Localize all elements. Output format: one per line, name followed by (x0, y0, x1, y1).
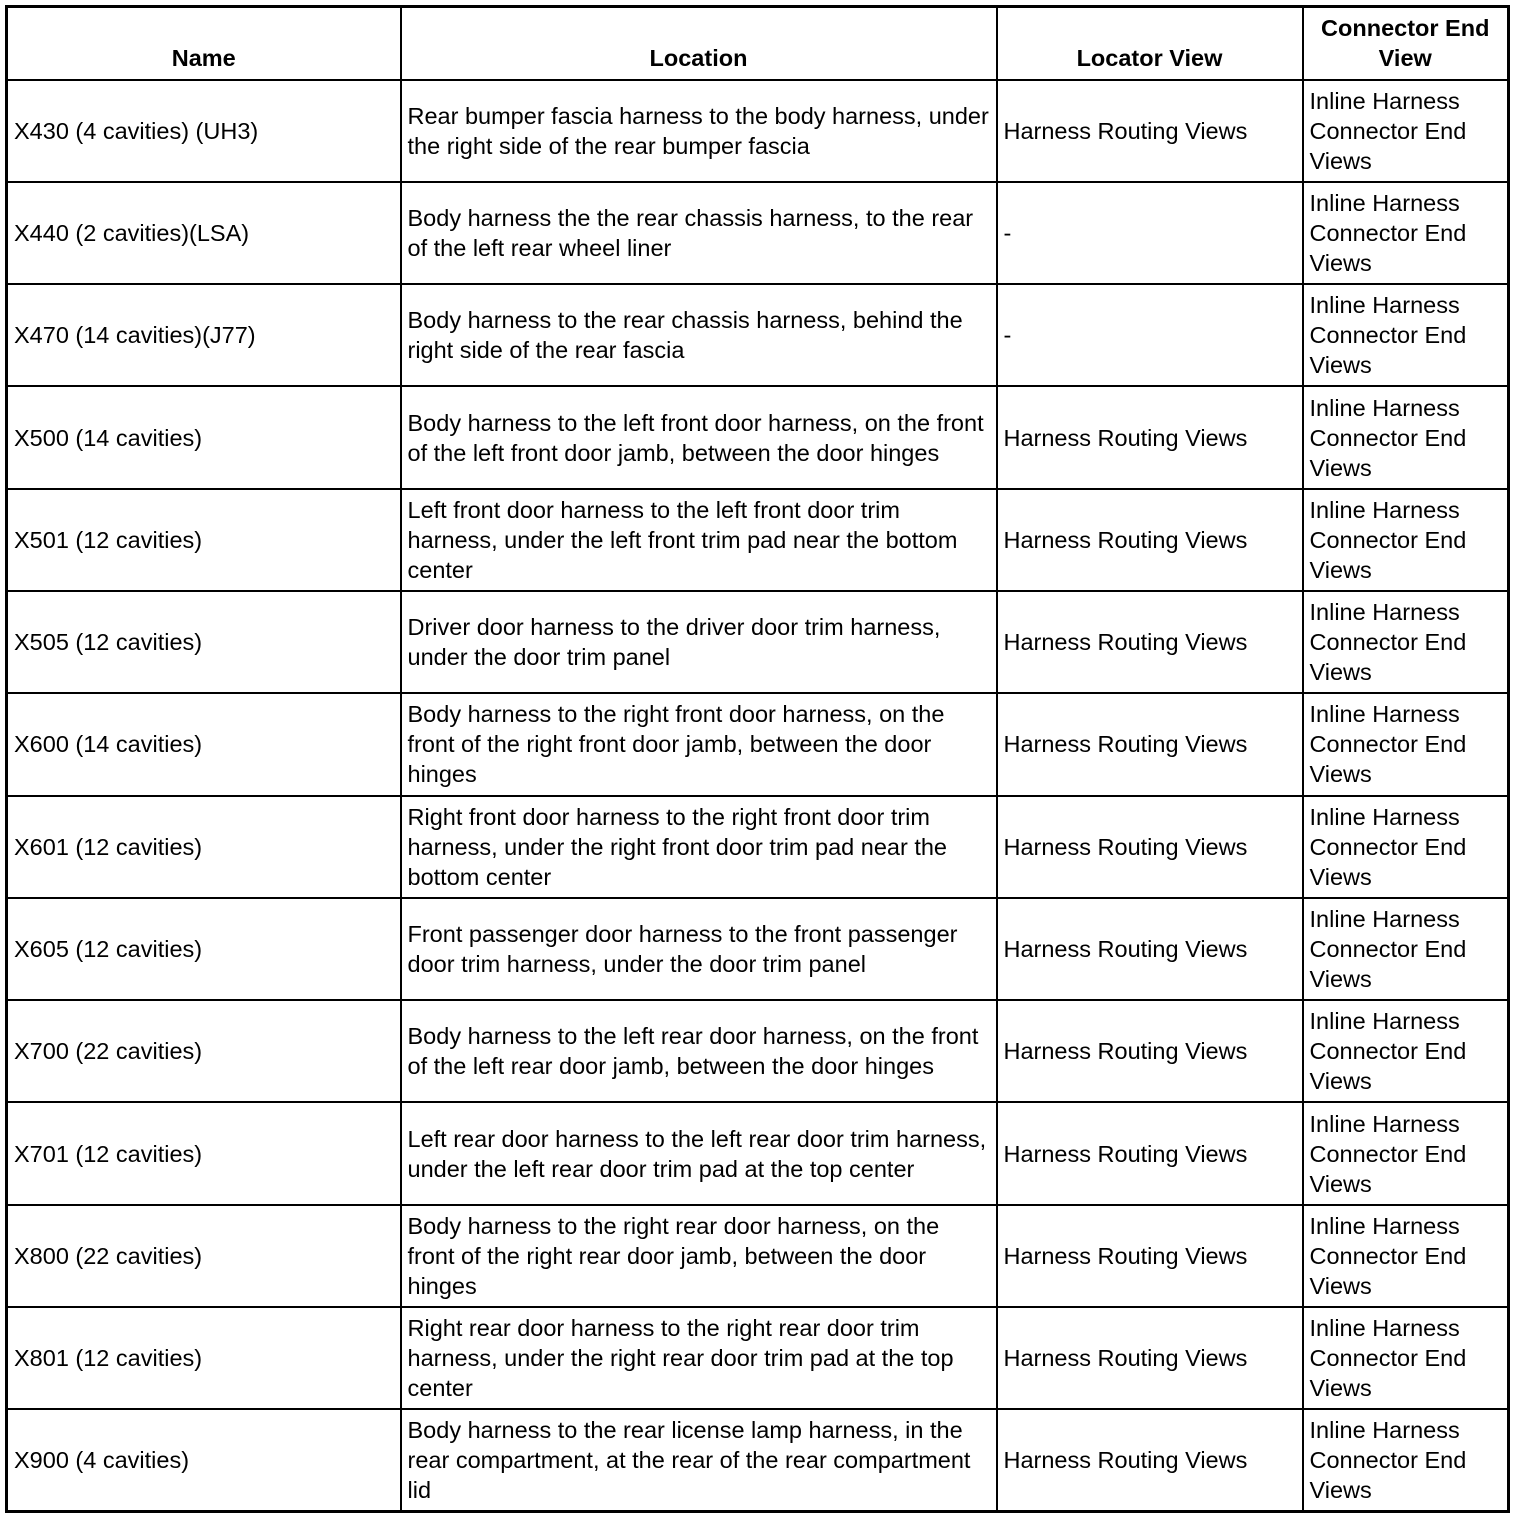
cell-connector-end-view[interactable]: Inline Harness Connector End Views (1303, 1307, 1509, 1409)
cell-location: Driver door harness to the driver door trim harness, under the door trim panel (401, 591, 997, 693)
cell-name: X800 (22 cavities) (7, 1205, 401, 1307)
connector-table (5, 5, 1510, 1513)
cell-locator-view[interactable]: Harness Routing Views (997, 1307, 1303, 1409)
cell-location: Body harness to the rear license lamp harness, in the rear compartment, at the rear of the rear compartment lid (401, 1409, 997, 1511)
cell-locator-view[interactable]: Harness Routing Views (997, 693, 1303, 795)
cell-connector-end-view[interactable]: Inline Harness Connector End Views (1303, 80, 1509, 182)
cell-name: X470 (14 cavities)(J77) (7, 284, 401, 386)
cell-location: Rear bumper fascia harness to the body harness, under the right side of the rear bumper fascia (401, 80, 997, 182)
cell-name: X605 (12 cavities) (7, 898, 401, 1000)
table-row (7, 591, 1509, 693)
cell-name: X501 (12 cavities) (7, 489, 401, 591)
cell-name: X600 (14 cavities) (7, 693, 401, 795)
cell-name: X701 (12 cavities) (7, 1102, 401, 1204)
cell-location: Right front door harness to the right front door trim harness, under the right front door trim pad near the bottom center (401, 796, 997, 898)
table-row (7, 182, 1509, 284)
cell-location: Front passenger door harness to the front passenger door trim harness, under the door trim panel (401, 898, 997, 1000)
cell-locator-view[interactable]: Harness Routing Views (997, 1409, 1303, 1511)
cell-locator-view[interactable]: Harness Routing Views (997, 489, 1303, 591)
cell-connector-end-view[interactable]: Inline Harness Connector End Views (1303, 898, 1509, 1000)
cell-connector-end-view[interactable]: Inline Harness Connector End Views (1303, 489, 1509, 591)
cell-name: X801 (12 cavities) (7, 1307, 401, 1409)
cell-connector-end-view[interactable]: Inline Harness Connector End Views (1303, 1409, 1509, 1511)
cell-connector-end-view[interactable]: Inline Harness Connector End Views (1303, 693, 1509, 795)
cell-locator-view[interactable]: Harness Routing Views (997, 898, 1303, 1000)
connector-table-sheet (5, 5, 1507, 1512)
table-row (7, 386, 1509, 488)
cell-connector-end-view[interactable]: Inline Harness Connector End Views (1303, 1205, 1509, 1307)
cell-location: Left rear door harness to the left rear door trim harness, under the left rear door trim pad at the top center (401, 1102, 997, 1204)
table-row (7, 284, 1509, 386)
cell-location: Body harness to the left rear door harness, on the front of the left rear door jamb, between the door hinges (401, 1000, 997, 1102)
header-name: Name (7, 7, 401, 80)
cell-locator-view: - (997, 284, 1303, 386)
cell-locator-view: - (997, 182, 1303, 284)
cell-name: X500 (14 cavities) (7, 386, 401, 488)
table-row (7, 489, 1509, 591)
cell-name: X430 (4 cavities) (UH3) (7, 80, 401, 182)
cell-connector-end-view[interactable]: Inline Harness Connector End Views (1303, 284, 1509, 386)
cell-locator-view[interactable]: Harness Routing Views (997, 1205, 1303, 1307)
header-connector-end-view: Connector End View (1303, 7, 1509, 80)
cell-connector-end-view[interactable]: Inline Harness Connector End Views (1303, 182, 1509, 284)
cell-locator-view[interactable]: Harness Routing Views (997, 386, 1303, 488)
cell-connector-end-view[interactable]: Inline Harness Connector End Views (1303, 796, 1509, 898)
cell-locator-view[interactable]: Harness Routing Views (997, 1102, 1303, 1204)
cell-locator-view[interactable]: Harness Routing Views (997, 796, 1303, 898)
table-row (7, 898, 1509, 1000)
cell-connector-end-view[interactable]: Inline Harness Connector End Views (1303, 1000, 1509, 1102)
table-row (7, 693, 1509, 795)
cell-location: Right rear door harness to the right rear door trim harness, under the right rear door trim pad at the top center (401, 1307, 997, 1409)
cell-connector-end-view[interactable]: Inline Harness Connector End Views (1303, 1102, 1509, 1204)
table-row (7, 1409, 1509, 1511)
table-row (7, 1102, 1509, 1204)
header-locator-view: Locator View (997, 7, 1303, 80)
cell-name: X601 (12 cavities) (7, 796, 401, 898)
header-row (7, 7, 1509, 80)
cell-locator-view[interactable]: Harness Routing Views (997, 1000, 1303, 1102)
cell-location: Body harness to the right front door harness, on the front of the right front door jamb, between the door hinges (401, 693, 997, 795)
table-row (7, 1205, 1509, 1307)
cell-location: Body harness the the rear chassis harness, to the rear of the left rear wheel liner (401, 182, 997, 284)
cell-location: Left front door harness to the left front door trim harness, under the left front trim pad near the bottom center (401, 489, 997, 591)
table-row (7, 1000, 1509, 1102)
table-row (7, 1307, 1509, 1409)
cell-name: X505 (12 cavities) (7, 591, 401, 693)
table-row (7, 796, 1509, 898)
cell-connector-end-view[interactable]: Inline Harness Connector End Views (1303, 591, 1509, 693)
header-location: Location (401, 7, 997, 80)
cell-location: Body harness to the rear chassis harness, behind the right side of the rear fascia (401, 284, 997, 386)
cell-location: Body harness to the right rear door harness, on the front of the right rear door jamb, between the door hinges (401, 1205, 997, 1307)
cell-location: Body harness to the left front door harness, on the front of the left front door jamb, between the door hinges (401, 386, 997, 488)
cell-name: X900 (4 cavities) (7, 1409, 401, 1511)
cell-locator-view[interactable]: Harness Routing Views (997, 80, 1303, 182)
cell-name: X440 (2 cavities)(LSA) (7, 182, 401, 284)
table-row (7, 80, 1509, 182)
cell-locator-view[interactable]: Harness Routing Views (997, 591, 1303, 693)
cell-name: X700 (22 cavities) (7, 1000, 401, 1102)
cell-connector-end-view[interactable]: Inline Harness Connector End Views (1303, 386, 1509, 488)
